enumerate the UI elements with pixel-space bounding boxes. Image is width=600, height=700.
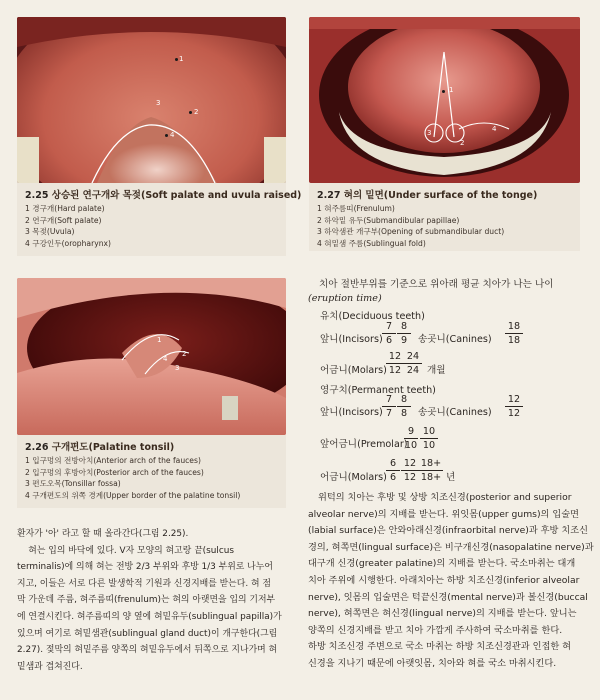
fraction-top: 8: [400, 394, 408, 405]
figure-2-27-number: 2.27: [317, 190, 341, 201]
paragraph-line: nerve), 잇몸의 입술면은 턱끝신경(mental nerve)과 볼신경(buccal: [308, 591, 588, 603]
eruption-intro: 치아 절반부위를 기준으로 위아래 평균 치아가 나는 나이: [319, 279, 554, 290]
figure-2-27-caption: [309, 183, 580, 251]
fraction-top: 6: [389, 458, 397, 469]
figure-2-26-marker-4: 4: [163, 355, 168, 363]
fraction-bottom: 6: [385, 335, 393, 346]
figure-2-27-photo: [309, 17, 580, 183]
deciduous-canines-label: 송곳니(Canines): [418, 334, 492, 345]
figure-2-25-title: 상승된 연구개와 목젖(Soft palate and uvula raised): [51, 190, 302, 201]
fraction-bottom: 8: [400, 408, 408, 419]
figure-2-25-item: 4 구강인두(oropharynx): [25, 238, 111, 248]
figure-2-25-item: 1 경구개(Hard palate): [25, 204, 105, 213]
paragraph-line: 지고, 이들은 서로 다른 발생학적 기원과 신경지배를 받는다. 혀 점: [17, 578, 271, 589]
permanent-incisors-label: 앞니(Incisors): [320, 407, 383, 418]
paragraph-line: 환자가 '아' 라고 할 때 올라간다(그림 2.25).: [17, 529, 189, 539]
paragraph-line: (labial surface)은 안와아래신경(infraorbital nerve)과 후방 치조신: [308, 525, 588, 537]
paragraph-line: 막 가운데 주름, 혀주름띠(frenulum)는 혀의 아랫면을 입의 기저부: [17, 595, 276, 606]
figure-2-25-caption: [17, 183, 302, 256]
figure-2-27-item: 1 혀주름띠(Frenulum): [317, 204, 395, 213]
paragraph-line: 위턱의 치아는 후방 및 상방 치조신경(posterior and superior: [318, 492, 572, 503]
right-paragraph: [308, 490, 594, 673]
fraction-top: 12: [403, 458, 417, 469]
fraction-bottom: 10: [422, 440, 436, 451]
figure-2-26-photo: [17, 278, 286, 435]
fraction-top: 18: [507, 321, 521, 332]
permanent-premolar-fraction: [404, 426, 418, 451]
paragraph-line: 대구개 신경(greater palatine)의 지배를 받는다. 국소마취는 대개: [308, 558, 576, 570]
figure-2-25-number: 2.25: [25, 190, 49, 201]
figure-2-27-marker-4: 4: [492, 125, 497, 133]
eruption-intro-en: (eruption time): [308, 293, 382, 304]
deciduous-molars-label: 어금니(Molars): [320, 365, 387, 376]
fraction-bottom: 10: [404, 440, 418, 451]
figure-2-26-title: 구개편도(Palatine tonsil): [51, 442, 175, 453]
figure-2-25-marker-2: 2: [194, 108, 199, 116]
fraction-bottom: 18: [507, 335, 521, 346]
permanent-canines-label: 송곳니(Canines): [418, 407, 492, 418]
figure-2-27-marker-2: 2: [460, 139, 465, 147]
paragraph-line: terminalis)에 의해 혀는 전방 2/3 부위와 후방 1/3 부위로 나누어: [17, 562, 273, 573]
figure-2-26-item: 2 입구멍의 후방아치(Posterior arch of the fauces): [25, 467, 204, 477]
figure-2-26-marker-3: 3: [175, 364, 180, 372]
permanent-incisors-fraction: [397, 394, 411, 419]
deciduous-incisors-fraction: [382, 321, 396, 346]
fraction-top: 7: [385, 394, 393, 405]
fraction-bottom: 12: [507, 408, 521, 419]
palatine-tonsil-illustration: [17, 278, 286, 435]
figure-2-25-item: 3 목젖(Uvula): [25, 227, 75, 237]
figure-2-27-item: 4 혀밑샘 주름(Sublingual fold): [317, 238, 426, 248]
soft-palate-illustration: [17, 17, 286, 183]
deciduous-incisors-label: 앞니(Incisors): [320, 334, 383, 345]
fraction-top: 8: [400, 321, 408, 332]
permanent-incisors-fraction: [382, 394, 396, 419]
permanent-molars-unit: 년: [446, 472, 456, 483]
paragraph-line: 신경을 지나기 때문에 아랫잇몸, 치아와 혀를 국소 마취시킨다.: [308, 657, 557, 669]
figure-2-26-item: 1 입구멍의 전방아치(Anterior arch of the fauces): [25, 456, 201, 465]
fraction-bottom: 12: [388, 365, 402, 376]
permanent-molars-fraction: [386, 458, 400, 483]
figure-2-26-number: 2.26: [25, 442, 49, 453]
figure-2-26-marker-2: 2: [182, 350, 187, 358]
permanent-heading: 영구치(Permanent teeth): [320, 385, 436, 396]
deciduous-heading: 유치(Deciduous teeth): [320, 311, 425, 322]
deciduous-molars-fraction: [386, 351, 404, 376]
figure-2-25-photo: [17, 17, 286, 183]
deciduous-canines-fraction: [505, 321, 523, 346]
deciduous-molars-unit: 개월: [427, 365, 446, 376]
fraction-bottom: 18+: [420, 472, 442, 483]
deciduous-incisors-fraction: [397, 321, 411, 346]
figure-2-27-title: 혀의 밑면(Under surface of the tonge): [343, 190, 538, 201]
paragraph-line: 밑샘과 겹쳐진다.: [17, 661, 83, 672]
fraction-top: 9: [407, 426, 415, 437]
figure-2-27-item: 3 하악샘관 개구부(Opening of submandibular duct): [317, 227, 505, 237]
fraction-bottom: 12: [403, 472, 417, 483]
figure-2-25-marker-1: 1: [179, 55, 184, 63]
figure-2-26-marker-1: 1: [157, 336, 162, 344]
permanent-molars-fraction: [419, 458, 443, 483]
fraction-bottom: 9: [400, 335, 408, 346]
figure-2-25-marker-3: 3: [156, 99, 161, 107]
fraction-top: 12: [388, 351, 402, 362]
permanent-premolar-label: 앞어금니(Premolar): [320, 439, 408, 450]
fraction-top: 24: [406, 351, 420, 362]
figure-2-26-item: 4 구개편도의 위쪽 경계(Upper border of the palatine tonsil): [25, 490, 241, 500]
figure-2-27-marker-3: 3: [427, 129, 432, 137]
figure-2-26-item: 3 편도오목(Tonsillar fossa): [25, 479, 121, 489]
fraction-top: 7: [385, 321, 393, 332]
figure-2-26-caption: [17, 435, 286, 508]
paragraph-line: 에 연결시킨다. 혀주름띠의 양 옆에 혀밑유두(sublingual papilla)가: [17, 611, 282, 622]
fraction-bottom: 24: [406, 365, 420, 376]
permanent-molars-label: 어금니(Molars): [320, 472, 387, 483]
tongue-underside-illustration: [309, 17, 580, 183]
fraction-top: 10: [422, 426, 436, 437]
paragraph-line: 경의, 혀쪽면(lingual surface)은 비구개신경(nasopalatine nerve)과: [308, 541, 594, 553]
permanent-premolar-fraction: [420, 426, 438, 451]
paragraph-line: 2.27). 젖막의 혀밑주름 양쪽의 혀밑유두에서 뒤쪽으로 지나가며 혀: [17, 645, 278, 656]
paragraph-line: 하방 치조신경 주변으로 국소 마취는 하방 치조신경관과 인접한 혀: [308, 641, 571, 653]
fraction-bottom: 7: [385, 408, 393, 419]
deciduous-molars-fraction: [404, 351, 422, 376]
figure-2-25-item: 2 연구개(Soft palate): [25, 215, 102, 225]
figure-2-27-item: 2 하악밑 유두(Submandibular papillae): [317, 215, 460, 225]
fraction-bottom: 6: [389, 472, 397, 483]
paragraph-line: 치아 주위에 시행한다. 아래치아는 하방 치조신경(inferior alveolar: [308, 574, 580, 586]
fraction-top: 18+: [420, 458, 442, 469]
paragraph-line: 있으며 여기로 혀밑샘관(sublingual gland duct)이 개구한다(그림: [17, 628, 278, 639]
paragraph-line: 양쪽의 신경지배를 받고 치아 가깝게 주사하여 국소마취를 한다.: [308, 624, 563, 636]
figure-2-27-marker-1: 1: [449, 86, 454, 94]
paragraph-line: alveolar nerve)의 지배를 받는다. 위잇몸(upper gums)의 입술면: [308, 508, 579, 520]
permanent-canines-fraction: [505, 394, 523, 419]
permanent-molars-fraction: [401, 458, 419, 483]
paragraph-line: 혀는 입의 바닥에 있다. V자 모양의 혀고랑 끝(sulcus: [17, 545, 234, 556]
left-paragraph: [17, 526, 282, 675]
fraction-top: 12: [507, 394, 521, 405]
figure-2-25-marker-4: 4: [170, 131, 175, 139]
paragraph-line: nerve), 혀쪽면은 혀신경(lingual nerve)의 지배를 받는다. 앞니는: [308, 608, 577, 620]
